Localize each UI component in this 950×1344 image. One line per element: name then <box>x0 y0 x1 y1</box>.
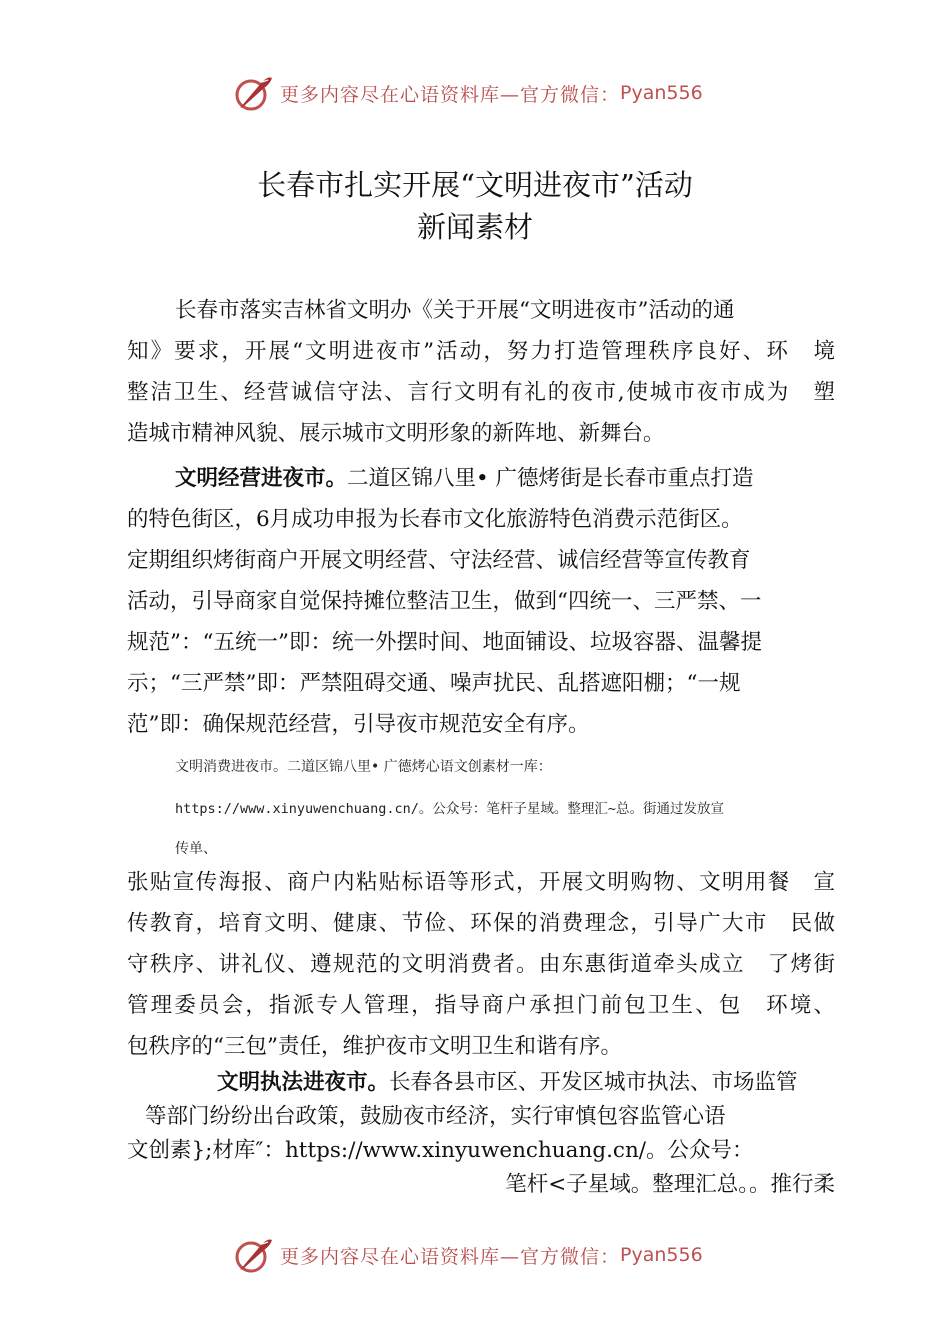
small-text-line: 传单、 <box>175 841 217 857</box>
section-line: 规范”：“五统一”即：统一外摆时间、地面铺设、垃圾容器、温馨提 <box>127 630 762 655</box>
section-line: 的特色街区，6月成功申报为长春市文化旅游特色消费示范街区。 <box>127 507 743 532</box>
intro-line: 知》要求，开展“文明进夜市”活动，努力打造管理秩序良好、环 境 <box>127 339 835 364</box>
banner-text: 更多内容尽在心语资料库—官方微信： <box>280 1245 621 1268</box>
section-civilized-consumption <box>127 862 835 1067</box>
section-line: 传教育，培育文明、健康、节俭、环保的消费理念，引导广大市 民做 <box>127 911 835 936</box>
section-line: 定期组织烤街商户开展文明经营、守法经营、诚信经营等宣传教育 <box>127 548 751 573</box>
banner-text: 更多内容尽在心语资料库—官方微信： <box>280 83 621 106</box>
section-first-line <box>127 458 835 499</box>
section-line: 张贴宣传海报、商户内粘贴标语等形式，开展文明购物、文明用餐 宣 <box>127 870 835 895</box>
section-line: 管理委员会，指派专人管理，指导商户承担门前包卫生、包 环境、 <box>127 993 835 1018</box>
page-title: 长春市扎实开展“文明进夜市”活动 <box>257 168 693 202</box>
section-line: 笔杆<子星域。整理汇总。。推行柔 <box>505 1172 835 1197</box>
section-line: 文创素};材库″：https://www.xinyuwenchuang.cn/。公众号： <box>127 1138 754 1163</box>
top-banner <box>232 70 703 116</box>
intro-line: 长春市落实吉林省文明办《关于开展“文明进夜市”活动的通 <box>175 298 735 323</box>
quill-pen-logo-icon <box>232 1234 274 1276</box>
section-text: 二道区锦八里• 广德烤街是长春市重点打造 <box>347 466 754 491</box>
section-line: 范”即：确保规范经营，引导夜市规范安全有序。 <box>127 712 590 737</box>
section-line: 等部门纷纷出台政策，鼓励夜市经济，实行审慎包容监管心语 <box>145 1104 726 1129</box>
section-civilized-enforcement <box>127 1066 835 1202</box>
section-civilized-business <box>127 458 835 745</box>
section-heading: 文明执法进夜市。 <box>217 1070 390 1095</box>
page-subtitle: 新闻素材 <box>416 210 533 244</box>
small-text-line: 文明消费进夜市。二道区锦八里• 广德烤心语文创素材一库： <box>175 759 552 775</box>
bottom-banner <box>232 1232 703 1278</box>
section-text: 长春各县市区、开发区城市执法、市场监管 <box>389 1070 798 1095</box>
section-first-line <box>127 1066 835 1100</box>
section-line: 守秩序、讲礼仪、遵规范的文明消费者。由东惠街道牵头成立 了烤街 <box>127 952 835 977</box>
quill-pen-logo-icon <box>232 72 274 114</box>
section-line: 活动，引导商家自觉保持摊位整洁卫生，做到“四统一、三严禁、一 <box>127 589 762 614</box>
banner-wechat-id: Pyan556 <box>620 1244 703 1266</box>
banner-wechat-id: Pyan556 <box>620 82 703 104</box>
intro-paragraph <box>127 290 835 454</box>
section-line: 包秩序的“三包”责任，维护夜市文明卫生和谐有序。 <box>127 1034 622 1059</box>
intro-line: 造城市精神风貌、展示城市文明形象的新阵地、新舞台。 <box>127 421 665 446</box>
section-heading: 文明经营进夜市。 <box>175 466 348 491</box>
small-text-line: https://www.xinyuwenchuang.cn/。公众号：笔杆子星域。整理汇~总。街通过发放宣 <box>175 801 724 817</box>
intro-line: 整洁卫生、经营诚信守法、言行文明有礼的夜市,使城市夜市成为 塑 <box>127 380 835 405</box>
section-line: 示；“三严禁”即：严禁阻碍交通、噪声扰民、乱搭遮阳棚；“一规 <box>127 671 741 696</box>
